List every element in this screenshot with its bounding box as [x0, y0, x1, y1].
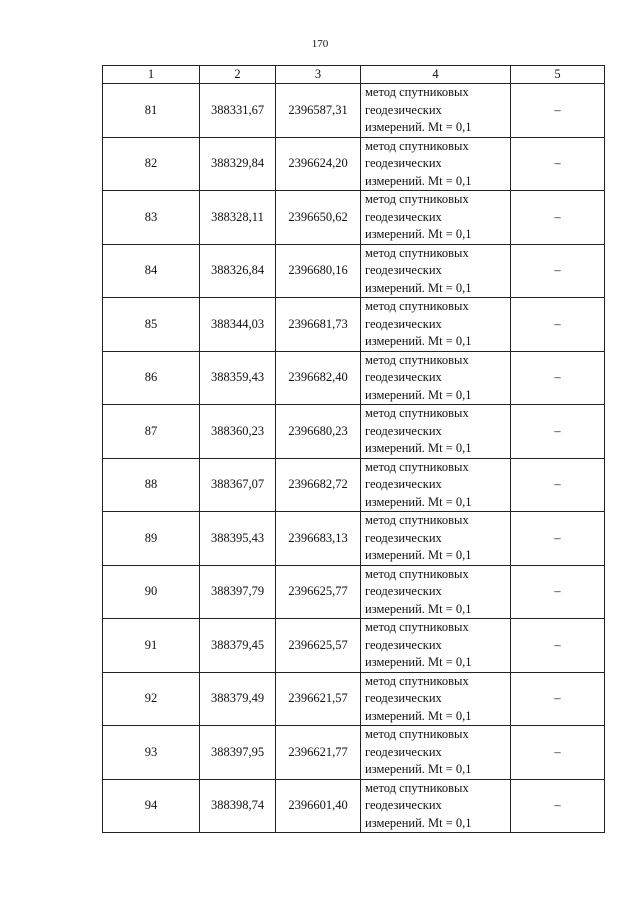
method-text-line: геодезических [365, 691, 442, 705]
method-text-line: измерений. Mt = 0,1 [365, 387, 472, 402]
note-cell [511, 619, 605, 673]
header-cell: 5 [511, 66, 605, 84]
table-row [103, 405, 605, 459]
note-cell [511, 726, 605, 780]
method-text-line: измерений. Mt = 0,1 [365, 601, 472, 616]
method-cell [361, 619, 511, 673]
point-number-cell: 89 [103, 512, 200, 566]
y-coordinate-cell: 2396621,57 [276, 672, 361, 726]
method-text-line: геодезических [365, 316, 442, 331]
y-coordinate-cell: 2396682,72 [276, 458, 361, 512]
method-text-line: метод спутниковых [365, 192, 469, 206]
point-number-cell: 81 [103, 84, 200, 138]
method-text-line: метод спутниковых [365, 406, 469, 420]
table-row [103, 458, 605, 512]
dash-mark: – [554, 744, 561, 759]
x-coordinate-cell: 388398,74 [200, 779, 276, 833]
table-row [103, 191, 605, 245]
method-cell [361, 84, 511, 138]
y-coordinate-cell: 2396683,13 [276, 512, 361, 566]
method-text-line: геодезических [365, 798, 442, 812]
dash-mark: – [554, 530, 561, 545]
point-number-cell: 92 [103, 672, 200, 726]
point-number-cell: 94 [103, 779, 200, 833]
method-text-line: метод спутниковых [365, 780, 469, 795]
method-cell [361, 565, 511, 619]
method-text-line: измерений. Mt = 0,1 [365, 334, 472, 348]
method-text-line: геодезических [365, 263, 442, 277]
point-number-cell: 88 [103, 458, 200, 512]
header-cell: 2 [200, 66, 276, 84]
method-text-line: геодезических [365, 744, 442, 759]
method-text-line: метод спутниковых [365, 138, 469, 153]
note-cell [511, 512, 605, 566]
table-row [103, 619, 605, 673]
x-coordinate-cell: 388329,84 [200, 137, 276, 191]
dash-mark: – [554, 263, 561, 278]
method-text-line: геодезических [365, 102, 442, 117]
table-row [103, 351, 605, 405]
method-text-line: геодезических [365, 477, 442, 491]
table-row [103, 244, 605, 298]
header-cell: 1 [103, 66, 200, 84]
table-row [103, 298, 605, 352]
method-cell [361, 244, 511, 298]
table-body [103, 66, 605, 833]
x-coordinate-cell: 388397,79 [200, 565, 276, 619]
table-header-row [103, 66, 605, 84]
x-coordinate-cell: 388360,23 [200, 405, 276, 459]
point-number-cell: 86 [103, 351, 200, 405]
point-number-cell: 93 [103, 726, 200, 780]
note-cell [511, 458, 605, 512]
method-text-line: измерений. Mt = 0,1 [365, 227, 472, 241]
method-text-line: измерений. Mt = 0,1 [365, 548, 472, 562]
method-text-line: метод спутниковых [365, 85, 469, 99]
method-cell [361, 351, 511, 405]
method-text-line: измерений. Mt = 0,1 [365, 494, 472, 509]
header-cell: 4 [361, 66, 511, 84]
table-row [103, 726, 605, 780]
method-text-line: метод спутниковых [365, 620, 469, 634]
point-number-cell: 83 [103, 191, 200, 245]
method-text-line: метод спутниковых [365, 566, 469, 581]
note-cell [511, 137, 605, 191]
note-cell [511, 405, 605, 459]
x-coordinate-cell: 388397,95 [200, 726, 276, 780]
x-coordinate-cell: 388326,84 [200, 244, 276, 298]
method-cell [361, 512, 511, 566]
method-text-line: геодезических [365, 530, 442, 545]
table-row [103, 512, 605, 566]
y-coordinate-cell: 2396601,40 [276, 779, 361, 833]
y-coordinate-cell: 2396587,31 [276, 84, 361, 138]
y-coordinate-cell: 2396681,73 [276, 298, 361, 352]
note-cell [511, 191, 605, 245]
point-number-cell: 87 [103, 405, 200, 459]
dash-mark: – [554, 370, 561, 385]
x-coordinate-cell: 388367,07 [200, 458, 276, 512]
method-text-line: метод спутниковых [365, 673, 469, 688]
method-text-line: измерений. Mt = 0,1 [365, 762, 472, 776]
note-cell [511, 779, 605, 833]
y-coordinate-cell: 2396625,57 [276, 619, 361, 673]
coordinates-table [102, 65, 605, 833]
method-text-line: измерений. Mt = 0,1 [365, 441, 472, 455]
y-coordinate-cell: 2396682,40 [276, 351, 361, 405]
x-coordinate-cell: 388395,43 [200, 512, 276, 566]
table-row [103, 137, 605, 191]
page-number: 170 [311, 38, 329, 50]
method-text-line: геодезических [365, 156, 442, 170]
method-text-line: метод спутниковых [365, 459, 469, 474]
note-cell [511, 351, 605, 405]
y-coordinate-cell: 2396680,23 [276, 405, 361, 459]
dash-mark: – [554, 798, 561, 813]
y-coordinate-cell: 2396625,77 [276, 565, 361, 619]
dash-mark: – [554, 477, 561, 492]
note-cell [511, 672, 605, 726]
point-number-cell: 90 [103, 565, 200, 619]
dash-mark: – [554, 156, 561, 171]
x-coordinate-cell: 388328,11 [200, 191, 276, 245]
note-cell [511, 565, 605, 619]
y-coordinate-cell: 2396680,16 [276, 244, 361, 298]
dash-mark: – [554, 209, 561, 224]
method-text-line: измерений. Mt = 0,1 [365, 280, 472, 295]
method-text-line: геодезических [365, 209, 442, 224]
x-coordinate-cell: 388359,43 [200, 351, 276, 405]
note-cell [511, 244, 605, 298]
note-cell [511, 298, 605, 352]
table-row [103, 84, 605, 138]
dash-mark: – [554, 102, 561, 117]
point-number-cell: 84 [103, 244, 200, 298]
dash-mark: – [554, 584, 561, 599]
y-coordinate-cell: 2396621,77 [276, 726, 361, 780]
point-number-cell: 91 [103, 619, 200, 673]
table-row [103, 779, 605, 833]
method-text-line: геодезических [365, 584, 442, 598]
method-text-line: метод спутниковых [365, 245, 469, 260]
table-row [103, 565, 605, 619]
method-text-line: измерений. Mt = 0,1 [365, 173, 472, 188]
table-row [103, 672, 605, 726]
method-text-line: геодезических [365, 637, 442, 652]
dash-mark: – [554, 316, 561, 331]
method-text-line: измерений. Mt = 0,1 [365, 815, 472, 830]
method-cell [361, 458, 511, 512]
method-text-line: измерений. Mt = 0,1 [365, 120, 472, 134]
method-text-line: метод спутниковых [365, 352, 469, 367]
method-cell [361, 779, 511, 833]
method-text-line: метод спутниковых [365, 299, 469, 313]
note-cell [511, 84, 605, 138]
method-text-line: геодезических [365, 370, 442, 384]
header-cell: 3 [276, 66, 361, 84]
y-coordinate-cell: 2396650,62 [276, 191, 361, 245]
dash-mark: – [554, 637, 561, 652]
method-cell [361, 298, 511, 352]
method-cell [361, 137, 511, 191]
method-text-line: измерений. Mt = 0,1 [365, 708, 472, 723]
dash-mark: – [554, 691, 561, 706]
method-cell [361, 726, 511, 780]
x-coordinate-cell: 388344,03 [200, 298, 276, 352]
x-coordinate-cell: 388331,67 [200, 84, 276, 138]
point-number-cell: 85 [103, 298, 200, 352]
method-text-line: измерений. Mt = 0,1 [365, 655, 472, 669]
method-cell [361, 191, 511, 245]
y-coordinate-cell: 2396624,20 [276, 137, 361, 191]
x-coordinate-cell: 388379,45 [200, 619, 276, 673]
x-coordinate-cell: 388379,49 [200, 672, 276, 726]
method-cell [361, 405, 511, 459]
method-text-line: метод спутниковых [365, 513, 469, 527]
method-cell [361, 672, 511, 726]
point-number-cell: 82 [103, 137, 200, 191]
method-text-line: геодезических [365, 423, 442, 438]
dash-mark: – [554, 423, 561, 438]
method-text-line: метод спутниковых [365, 727, 469, 741]
